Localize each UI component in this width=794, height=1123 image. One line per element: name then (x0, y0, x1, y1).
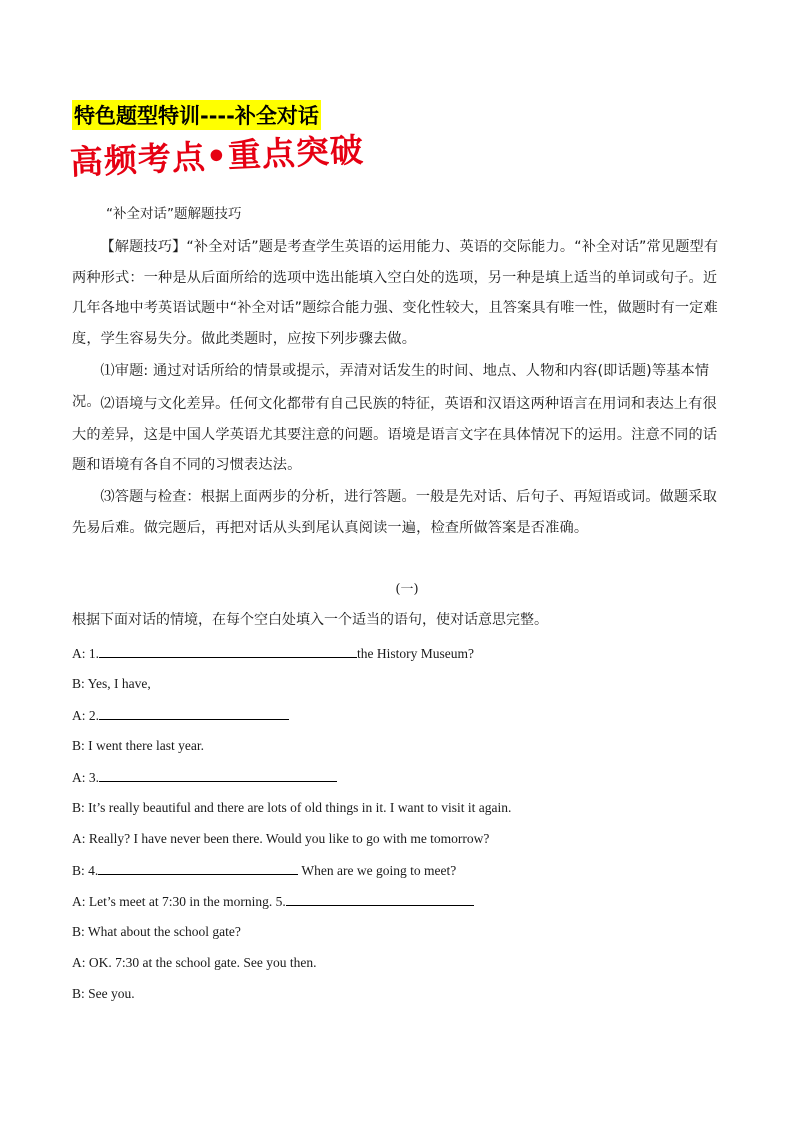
dialogue-text: A: 2. (72, 708, 99, 723)
banner-heading: 高频考点•重点突破 (69, 130, 365, 182)
page-title: 特色题型特训----补全对话 (72, 100, 321, 130)
section-subtitle: “补全对话”题解题技巧 (106, 206, 242, 222)
dialogue-text: A: 1. (72, 646, 99, 661)
dialogue-text: A: OK. 7:30 at the school gate. See you then. (72, 955, 317, 970)
dialogue-line (72, 829, 489, 849)
dialogue-text: B: What about the school gate? (72, 924, 241, 939)
dialogue-text: B: 4. (72, 863, 99, 878)
dialogue-text: When are we going to meet? (298, 863, 457, 878)
dialogue-line (72, 984, 135, 1004)
dialogue-line (72, 860, 456, 881)
answer-blank-3[interactable] (99, 767, 337, 782)
tips-paragraph-step1: ⑴审题: 通过对话所给的情景或提示，弄清对话发生的时间、地点、人物和内容(即话题)等基本情况。 (72, 363, 710, 410)
dialogue-line (72, 798, 511, 818)
dialogue-text: B: It’s really beautiful and there are lots of old things in it. I want to visit it again. (72, 800, 512, 815)
dialogue-line (72, 767, 337, 788)
dialogue-text: A: Really? I have never been there. Would you like to go with me tomorrow? (72, 831, 490, 846)
dialogue-line (72, 736, 204, 756)
dialogue-text: A: 3. (72, 770, 99, 785)
dialogue-line (72, 953, 316, 973)
exercise-instruction: 根据下面对话的情境，在每个空白处填入一个适当的语句，使对话意思完整。 (72, 612, 548, 628)
answer-blank-4[interactable] (98, 860, 298, 875)
dialogue-text: A: Let’s meet at 7:30 in the morning. 5. (72, 894, 286, 909)
dialogue-line (72, 643, 474, 664)
dialogue-line (72, 922, 241, 942)
dialogue-line (72, 891, 474, 912)
tips-paragraph-intro: 【解题技巧】“补全对话”题是考查学生英语的运用能力、英语的交际能力。“补全对话”常见题型有两种形式：一种是从后面所给的选项中选出能填入空白处的选项，另一种是填上适当的单词或句子。近几年各地中考英语试题中“补全对话”题综合能力强、变化性较大，且答案具有唯一性，做题时有一定难度，学生容易失分。做此类题时，应按下列步骤去做。 (72, 239, 719, 347)
dialogue-text: the History Museum? (357, 646, 474, 661)
dialogue-text: B: I went there last year. (72, 738, 204, 753)
dialogue-line (72, 674, 151, 694)
tips-paragraph-step3: ⑶答题与检查：根据上面两步的分析，进行答题。一般是先对话、后句子、再短语或词。做题采取先易后难。做完题后，再把对话从头到尾认真阅读一遍，检查所做答案是否准确。 (72, 489, 717, 536)
dialogue-line (72, 705, 289, 726)
tips-paragraph-step2: ⑵语境与文化差异。任何文化都带有自己民族的特征，英语和汉语这两种语言在用词和表达上有很大的差异，这是中国人学英语尤其要注意的问题。语境是语言文字在具体情况下的运用。注意不同的话题和语境有各自不同的习惯表达法。 (72, 396, 718, 473)
exercise-section-label: (一) (395, 582, 419, 597)
answer-blank-2[interactable] (99, 705, 289, 720)
dialogue-text: B: Yes, I have, (72, 676, 151, 691)
answer-blank-1[interactable] (99, 643, 357, 658)
dialogue-text: B: See you. (72, 986, 135, 1001)
answer-blank-5[interactable] (286, 891, 474, 906)
